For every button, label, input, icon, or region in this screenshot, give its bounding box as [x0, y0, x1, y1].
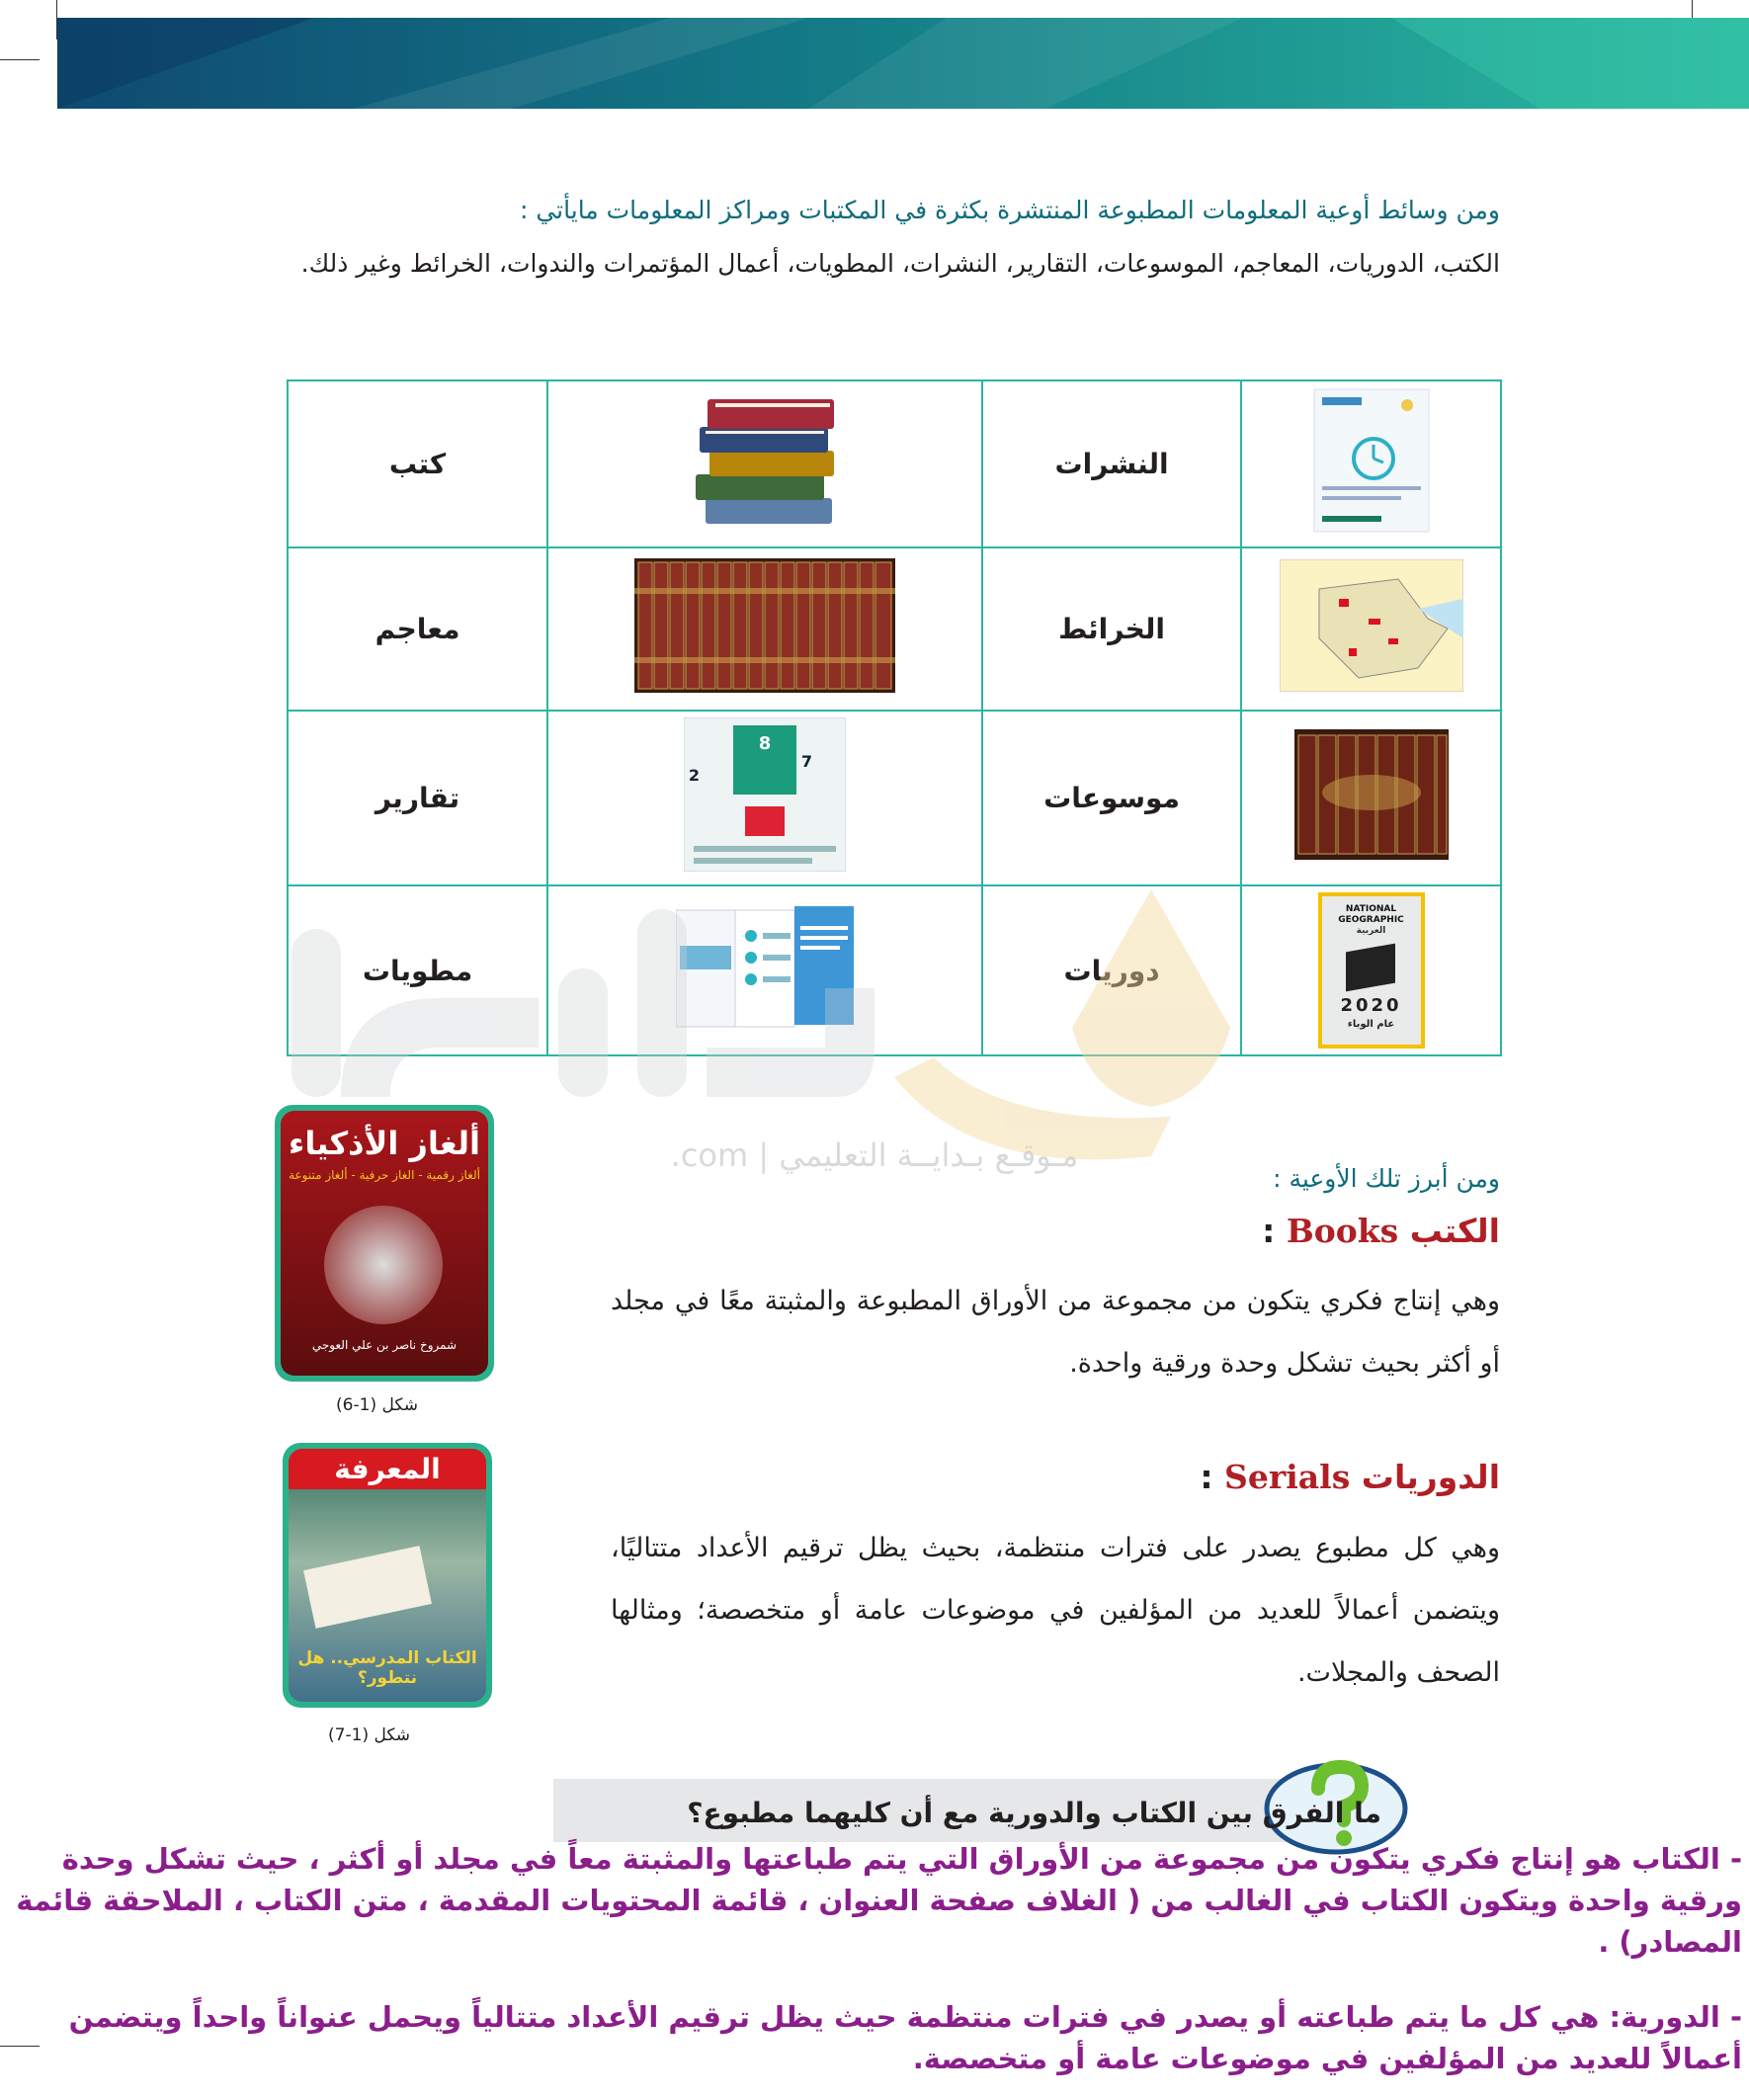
cell-label: الخرائط [982, 547, 1241, 711]
figure-caption: شكل (1-6) [336, 1395, 418, 1415]
serials-heading: الدوريات Serials : [1200, 1458, 1500, 1496]
cell-label: موسوعات [982, 711, 1241, 885]
brochure-image [547, 885, 982, 1055]
crop-mark [0, 59, 40, 60]
cell-label: تقارير [288, 711, 547, 885]
report-image [547, 711, 982, 885]
magazine-cover-almarifa: المعرفة الكتاب المدرسي.. هل نتطور؟ [283, 1443, 492, 1708]
question-text: ما الفرق بين الكتاب والدورية مع أن كليهما مطبوع؟ [687, 1797, 1381, 1829]
cell-label: معاجم [288, 547, 547, 711]
map-image [1241, 547, 1501, 711]
books-paragraph: وهي إنتاج فكري يتكون من مجموعة من الأوراق المطبوعة والمثبتة معًا في مجلد أو أكثر بحيث تشكل وحدة ورقية واحدة. [611, 1286, 1500, 1379]
figure-caption: شكل (1-7) [328, 1725, 410, 1745]
svg-text:مـوقـع بـدايــة التعليمي | com: مـوقـع بـدايــة التعليمي | com. [670, 1136, 1079, 1174]
svg-text:2: 2 [688, 766, 701, 785]
svg-text:7: 7 [800, 752, 813, 771]
answer-book: - الكتاب هو إنتاج فكري يتكون من مجموعة من الأوراق التي يتم طباعتها والمثبتة معاً في مجلد أو أكثر ، حيث تشكل وحدة ورقية واحدة ويتكون الكتاب في الغالب من ( الغلاف صفحة العنوان ، قائمة المحتويات المقدمة ، متن الكتاب ، الملاحقة قائمة المصادر) . [16, 1842, 1742, 1959]
header-banner [57, 18, 1749, 109]
answer-serial: - الدورية: هي كل ما يتم طباعته أو يصدر في فترات منتظمة حيث يظل ترقيم الأعداد متتالياً ويحمل عنواناً واحداً ويتضمن أعمالاً للعديد من المؤلفين في موضوعات عامة أو متخصصة. [68, 2000, 1742, 2075]
serials-paragraph: وهي كل مطبوع يصدر على فترات منتظمة، بحيث يظل ترقيم الأعداد متتاليًا، ويتضمن أعمالاً للعديد من المؤلفين في موضوعات عامة أو متخصصة؛ ومثالها الصحف والمجلات. [611, 1533, 1500, 1688]
intro-lead-text: ومن وسائط أوعية المعلومات المطبوعة المنتشرة بكثرة في المكتبات ومراكز المعلومات مايأتي : [519, 196, 1500, 224]
cell-label: النشرات [982, 380, 1241, 547]
dictionaries-image [547, 547, 982, 711]
cell-label: كتب [288, 380, 547, 547]
encyclopedias-image [1241, 711, 1501, 885]
section-lead-text: ومن أبرز تلك الأوعية : [1273, 1164, 1500, 1193]
cell-label: مطويات [288, 885, 547, 1055]
books-heading: الكتب Books : [1262, 1212, 1500, 1250]
svg-text:8: 8 [758, 733, 772, 754]
media-table [287, 379, 1502, 1038]
books-stack-image [547, 380, 982, 547]
magazine-image: NATIONAL GEOGRAPHIC العربية 2020 عام الوباء [1241, 885, 1501, 1055]
book-cover-alghaz: ألغاز الأذكياء ألغاز رقمية - الغاز حرفية - ألغاز متنوعة شمروخ ناصر بن علي العوجي [275, 1105, 494, 1382]
cell-label: دوريات [982, 885, 1241, 1055]
bulletin-image [1241, 380, 1501, 547]
intro-list-text: الكتب، الدوريات، المعاجم، الموسوعات، التقارير، النشرات، المطويات، أعمال المؤتمرات والندوات، الخرائط وغير ذلك. [300, 249, 1500, 278]
